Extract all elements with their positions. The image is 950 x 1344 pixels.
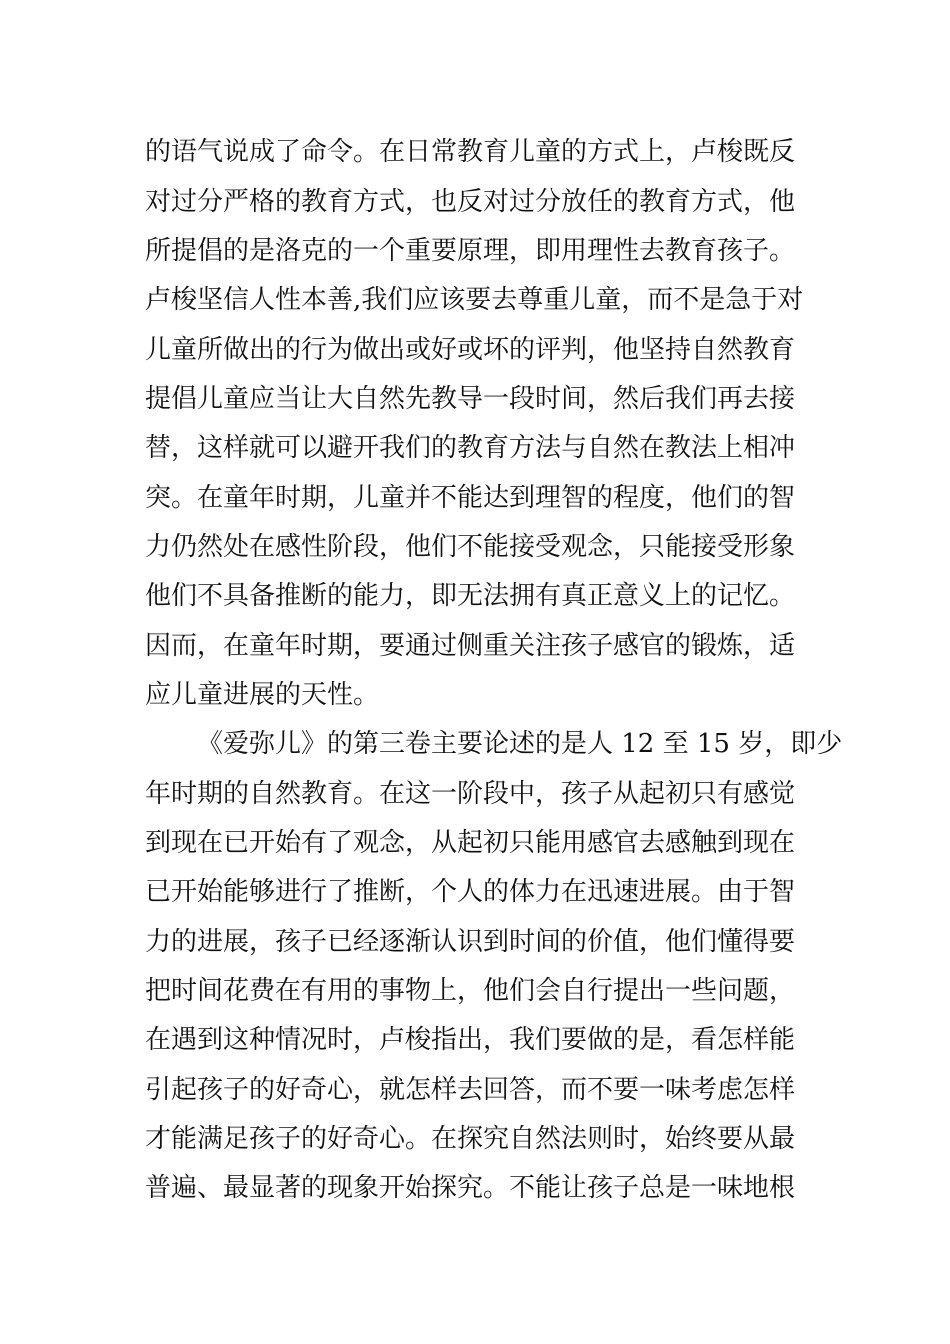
- text-line: 所提倡的是洛克的一个重要原理，即用理性去教育孩子。: [145, 236, 796, 266]
- text-line: 力的进展，孩子已经逐渐认识到时间的价值，他们懂得要: [145, 927, 796, 957]
- text-line: 年时期的自然教育。在这一阶段中，孩子从起初只有感觉: [145, 779, 796, 809]
- text-line: 力仍然处在感性阶段，他们不能接受观念，只能接受形象: [145, 532, 796, 562]
- text-line: 的语气说成了命令。在日常教育儿童的方式上，卢梭既反: [145, 137, 796, 167]
- text-line: 在遇到这种情况时，卢梭指出，我们要做的是，看怎样能: [145, 1025, 796, 1055]
- text-line: 卢梭坚信人性本善,我们应该要去尊重儿童，而不是急于对: [145, 285, 804, 315]
- text-line: 他们不具备推断的能力，即无法拥有真正意义上的记忆。: [145, 581, 796, 611]
- text-line: 普遍、最显著的现象开始探究。不能让孩子总是一味地根: [145, 1173, 796, 1203]
- paragraph-first-line: 《爱弥儿》的第三卷主要论述的是人 12 至 15 岁，即少: [197, 729, 843, 759]
- text-line: 已开始能够进行了推断，个人的体力在迅速进展。由于智: [145, 877, 796, 907]
- text-line: 儿童所做出的行为做出或好或坏的评判，他坚持自然教育: [145, 335, 796, 365]
- text-line: 到现在已开始有了观念，从起初只能用感官去感触到现在: [145, 828, 796, 858]
- text-line: 因而，在童年时期，要通过侧重关注孩子感官的锻炼，适: [145, 631, 796, 661]
- text-line: 应儿童进展的天性。: [145, 680, 380, 710]
- text-line: 才能满足孩子的好奇心。在探究自然法则时，始终要从最: [145, 1124, 796, 1154]
- text-line: 对过分严格的教育方式，也反对过分放任的教育方式，他: [145, 187, 796, 217]
- text-line: 突。在童年时期，儿童并不能达到理智的程度，他们的智: [145, 483, 796, 513]
- text-line: 替，这样就可以避开我们的教育方法与自然在教法上相冲: [145, 433, 796, 463]
- text-line: 提倡儿童应当让大自然先教导一段时间，然后我们再去接: [145, 384, 796, 414]
- text-line: 引起孩子的好奇心，就怎样去回答，而不要一味考虑怎样: [145, 1075, 796, 1105]
- text-line: 把时间花费在有用的事物上，他们会自行提出一些问题，: [145, 976, 796, 1006]
